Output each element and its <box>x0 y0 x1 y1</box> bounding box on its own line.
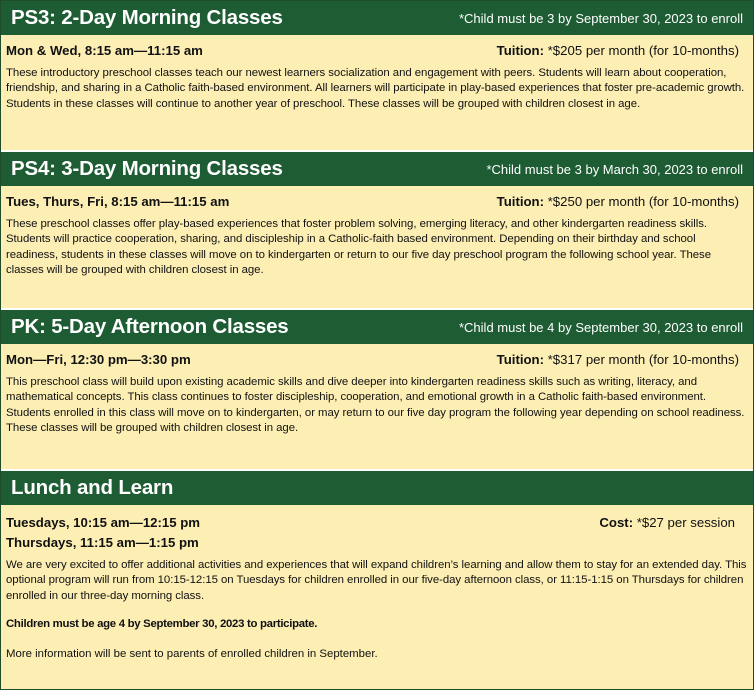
section-lunch-and-learn <box>1 471 753 662</box>
tuition-value: *$317 per month (for 10-months) <box>544 352 739 367</box>
age-requirement-note: *Child must be 3 by September 30, 2023 to enroll <box>458 10 743 26</box>
section-title: PS3: 2-Day Morning Classes <box>11 6 283 29</box>
schedule-row <box>6 193 747 210</box>
age-requirement-note: *Child must be 4 by September 30, 2023 to enroll <box>458 319 743 335</box>
schedule-text: Tuesdays, 10:15 am—12:15 pm <box>6 515 200 530</box>
section-description: This preschool class will build upon existing academic skills and dive deeper into kindergarten readiness skills such as writing, literacy, and mathematical concepts. This class continues to foster discipleship, cooperation, and emotional growth in a Catholic faith-based environment. Students enrolled in this class will move on to kindergarten, or may return to our five day program the following year depending on school readiness. These classes will be grouped with children closest in age. <box>6 376 745 435</box>
section-body <box>1 186 753 279</box>
tuition-label: Tuition: <box>496 194 545 209</box>
tuition-label: Tuition: <box>496 43 545 58</box>
schedule-row-2 <box>6 534 747 551</box>
schedule-text: Tues, Thurs, Fri, 8:15 am—11:15 am <box>6 194 230 209</box>
section-description: We are very excited to offer additional activities and experiences that will expand children’s learning and allow them to stay for an extended day. This optional program will run from 10:15-12:15 on Tuesdays for children enrolled in our five-day afternoon class, or 11:15-1:15 on Thursdays for children enrolled in our three-day morning class. <box>6 559 747 602</box>
section-pk <box>1 310 753 437</box>
section-title: Lunch and Learn <box>11 476 174 499</box>
tuition-text <box>497 351 747 368</box>
section-ps4 <box>1 152 753 279</box>
cost-value: *$27 per session <box>633 515 735 530</box>
schedule-text: Mon—Fri, 12:30 pm—3:30 pm <box>6 352 191 367</box>
schedule-row <box>6 351 747 368</box>
section-header <box>1 152 753 186</box>
section-description: These introductory preschool classes teach our newest learners socialization and engagement with peers. Students will learn about cooperation, friendship, and sharing in a Catholic faith-based environment. All learners will participate in play-based experiences that foster pre-academic growth. Students in these classes will continue to another year of preschool. These classes will be grouped with children closest in age. <box>6 67 745 110</box>
tuition-text <box>497 42 747 59</box>
tuition-value: *$205 per month (for 10-months) <box>544 43 739 58</box>
age-requirement-note: *Child must be 3 by March 30, 2023 to enroll <box>486 161 743 177</box>
schedule-row <box>6 42 747 59</box>
footer-note: More information will be sent to parents of enrolled children in September. <box>6 647 378 660</box>
section-description: These preschool classes offer play-based experiences that foster problem solving, emerging literacy, and other kindergarten readiness skills. Students will practice cooperation, sharing, and discipleship in a Catholic-faith based environment. Depending on their birthday and school readiness, students in these classes will move on to kindergarten or return to our five day preschool program the following school year. These classes will be grouped with children closest in age. <box>6 218 711 277</box>
section-title: PS4: 3-Day Morning Classes <box>11 157 283 180</box>
section-body <box>1 35 753 112</box>
tuition-text <box>497 193 747 210</box>
schedule-text: Mon & Wed, 8:15 am—11:15 am <box>6 43 203 58</box>
tuition-label: Tuition: <box>496 352 545 367</box>
schedule-row <box>6 514 747 531</box>
participation-requirement: Children must be age 4 by September 30, 2023 to participate. <box>6 618 318 631</box>
section-ps3 <box>1 1 753 112</box>
cost-text <box>599 514 747 531</box>
schedule-text-2: Thursdays, 11:15 am—1:15 pm <box>6 535 199 550</box>
tuition-value: *$250 per month (for 10-months) <box>544 194 739 209</box>
section-body <box>1 505 753 662</box>
section-header <box>1 1 753 35</box>
section-header <box>1 310 753 344</box>
section-header <box>1 471 753 505</box>
section-body <box>1 344 753 437</box>
section-title: PK: 5-Day Afternoon Classes <box>11 315 289 338</box>
cost-label: Cost: <box>599 515 634 530</box>
